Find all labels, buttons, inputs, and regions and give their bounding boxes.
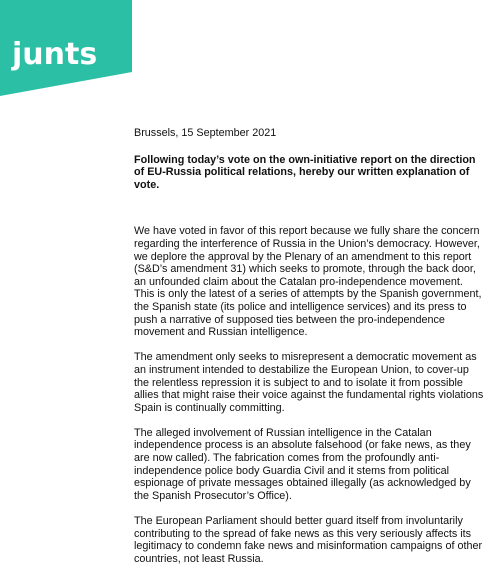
letter-body xyxy=(134,127,484,578)
paragraph-2: The amendment only seeks to misrepresent a democratic movement as an instrument intended to destabilize the European Union, to cover-up the relentless repression it is subject to and to isolate it from possible allies that might raise their voice against the fundamental rights violations Spain is continually committing. xyxy=(134,351,484,414)
junts-logo xyxy=(0,0,132,96)
paragraph-1: We have voted in favor of this report because we fully share the concern regarding the interference of Russia in the Union’s democracy. However, we deplore the approval by the Plenary of an amendment to this report (S&D’s amendment 31) which seeks to promote, through the back door, an unfounded claim about the Catalan pro-independence movement. This is only the latest of a series of attempts by the Spanish government, the Spanish state (its police and intelligence services) and its press to push a narrative of supposed ties between the pro-independence movement and Russian intelligence. xyxy=(134,225,482,339)
letter-date: Brussels, 15 September 2021 xyxy=(134,127,277,139)
paragraph-4: The European Parliament should better guard itself from involuntarily contributing to the spread of fake news as this very seriously affects its legitimacy to condemn fake news and misinformation campaigns of other countries, not least Russia. xyxy=(134,515,483,565)
paragraph-3: The alleged involvement of Russian intelligence in the Catalan independence process is an absolute falsehood (or fake news, as they are now called). The fabrication comes from the profoundly anti-independence police body Guardia Civil and it stems from political espionage of private messages obtained illegally (as acknowledged by the Spanish Prosecutor’s Office). xyxy=(134,426,471,502)
letter-subject: Following today’s vote on the own-initiative report on the direction of EU-Russia political relations, hereby our written explanation of vote. xyxy=(134,153,476,191)
junts-logo-shape xyxy=(0,0,132,96)
logo-wordmark: junts xyxy=(12,37,98,72)
